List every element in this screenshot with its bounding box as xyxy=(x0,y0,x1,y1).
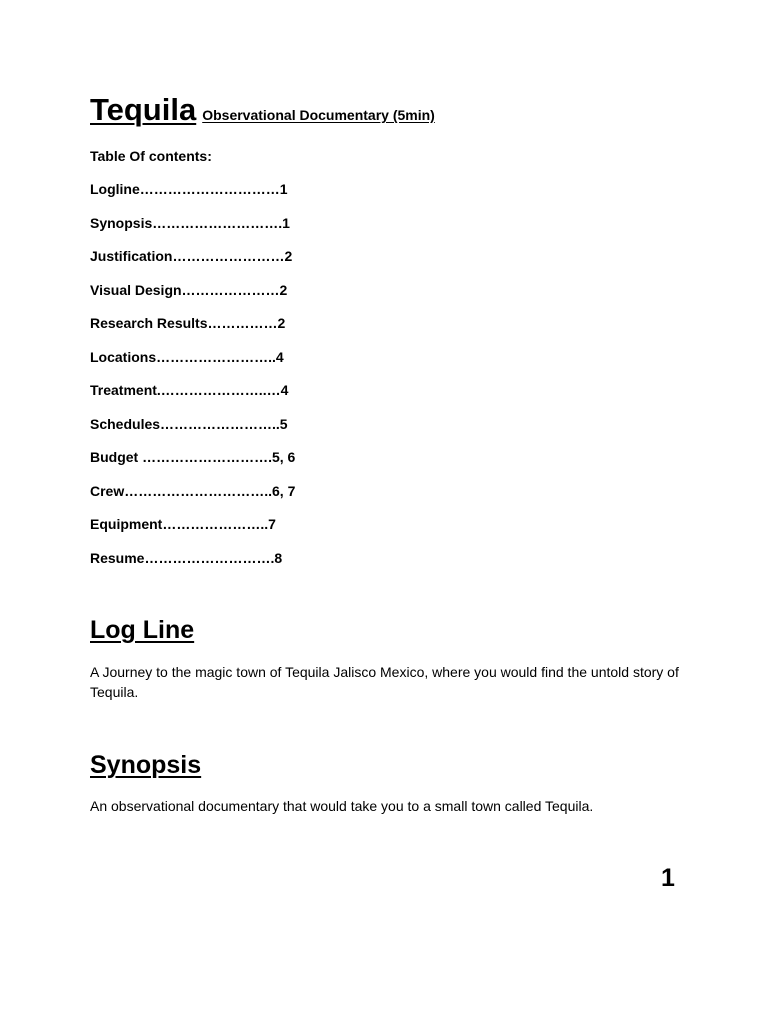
toc-item-equipment: Equipment…………………..7 xyxy=(90,516,276,532)
document-title-line xyxy=(90,92,435,128)
toc-item-locations: Locations……………………..4 xyxy=(90,348,284,365)
logline-body: A Journey to the magic town of Tequila Jalisco Mexico, where you would find the untold story of Tequila. xyxy=(90,664,679,700)
toc-item-logline: Logline…………………………1 xyxy=(90,181,288,197)
synopsis-heading: Synopsis xyxy=(90,751,202,779)
toc-item-schedules: Schedules……………………..5 xyxy=(90,415,288,432)
toc-item-research-results: Research Results……………2 xyxy=(90,315,286,331)
document-title: Tequila xyxy=(90,92,197,127)
synopsis-body: An observational documentary that would take you to a small town called Tequila. xyxy=(90,798,594,814)
logline-heading: Log Line xyxy=(90,616,195,644)
toc-item-resume: Resume……………………….8 xyxy=(90,549,283,566)
toc-heading: Table Of contents: xyxy=(90,148,212,164)
toc-item-synopsis: Synopsis……………………….1 xyxy=(90,214,290,231)
toc-item-justification: Justification……………………2 xyxy=(90,248,293,264)
table-of-contents xyxy=(90,181,295,583)
toc-item-treatment: Treatment.…………………..…4 xyxy=(90,382,289,398)
toc-item-budget: Budget ……………………….5, 6 xyxy=(90,449,296,465)
toc-item-crew: Crew…………………………..6, 7 xyxy=(90,482,296,499)
document-subtitle: Observational Documentary (5min) xyxy=(202,107,435,123)
page-number: 1 xyxy=(661,864,675,892)
toc-item-visual-design: Visual Design…………………2 xyxy=(90,281,288,298)
